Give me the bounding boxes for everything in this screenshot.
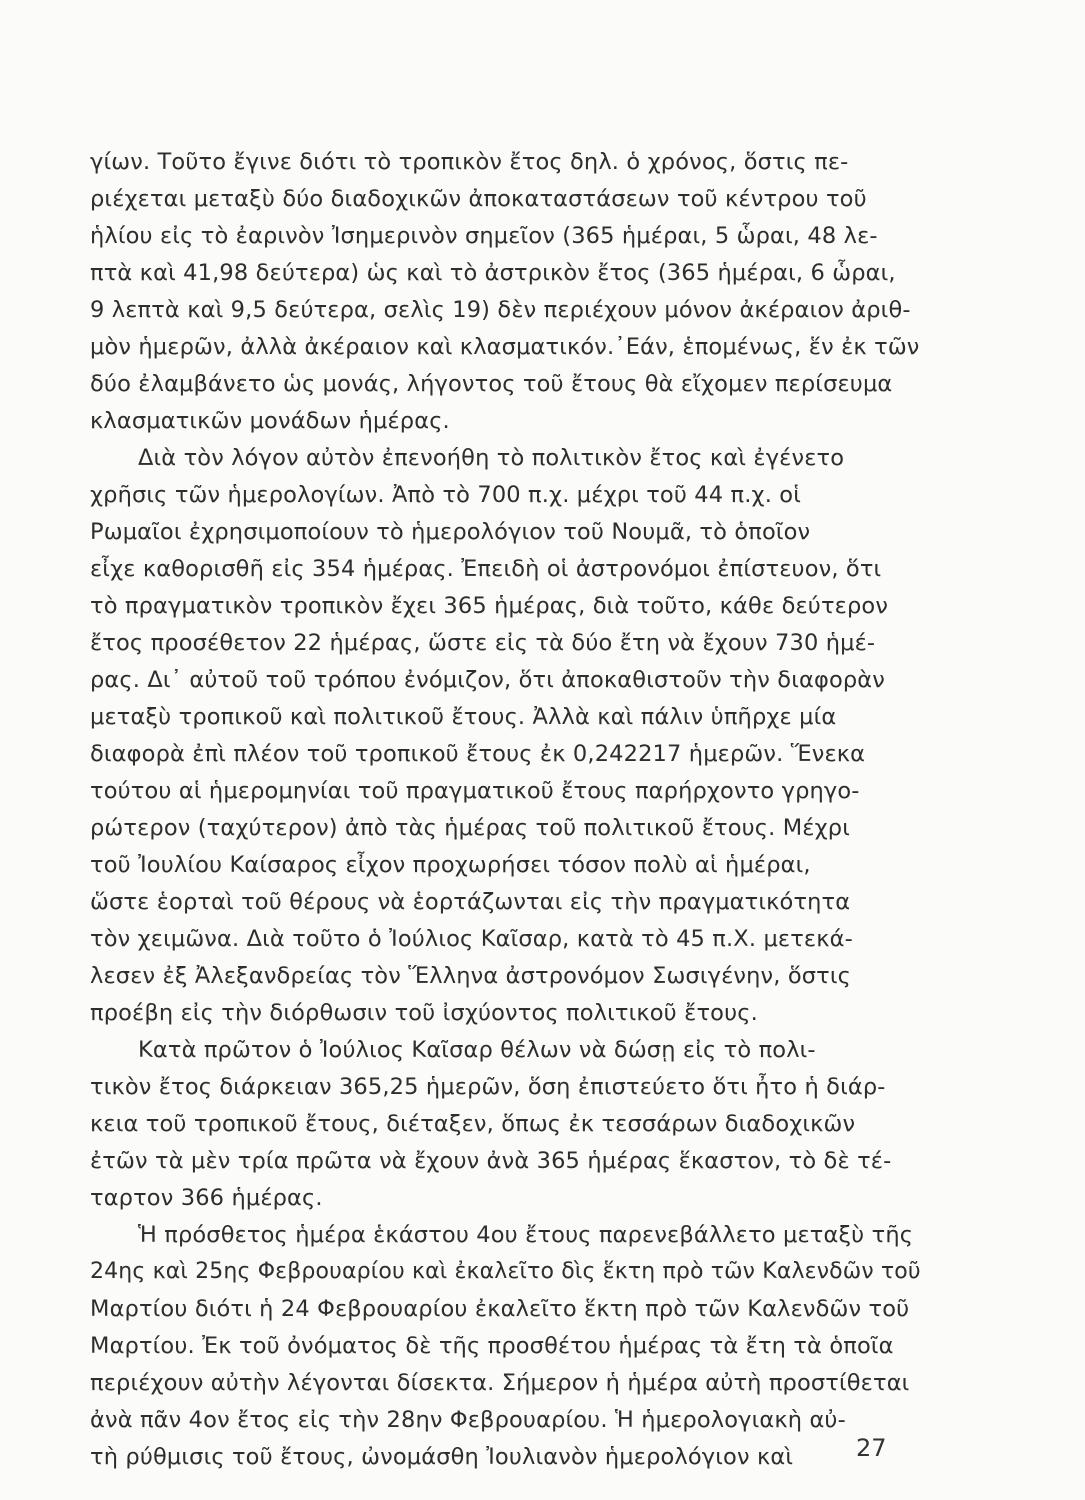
text-line: μὸν ἡμερῶν, ἀλλὰ ἀκέραιον καὶ κλασματικόν.᾿Εάν, ἑπομένως, ἕν ἐκ τῶν bbox=[90, 334, 920, 360]
text-line: κλασματικῶν μονάδων ἡμέρας. bbox=[90, 408, 450, 434]
text-line: τικὸν ἔτος διάρκειαν 365,25 ἡμερῶν, ὅση ἐπιστεύετο ὅτι ἦτο ἡ διάρ- bbox=[90, 1074, 886, 1100]
text-line: ριέχεται μεταξὺ δύο διαδοχικῶν ἀποκαταστάσεων τοῦ κέντρου τοῦ bbox=[90, 186, 867, 212]
paragraph-first-line: Ἡ πρόσθετος ἡμέρα ἑκάστου 4ου ἔτους παρενεβάλλετο μεταξὺ τῆς bbox=[138, 1222, 914, 1248]
text-line: τὸ πραγματικὸν τροπικὸν ἔχει 365 ἡμέρας, διὰ τοῦτο, κάθε δεύτερον bbox=[90, 593, 889, 619]
text-line: εἶχε καθορισθῆ εἰς 354 ἡμέρας. Ἐπειδὴ οἱ ἀστρονόμοι ἐπίστευον, ὅτι bbox=[90, 556, 882, 582]
text-line: τὸν χειμῶνα. Διὰ τοῦτο ὁ Ἰούλιος Καῖσαρ, κατὰ τὸ 45 π.Χ. μετεκά- bbox=[90, 926, 853, 952]
text-line: Μαρτίου διότι ἡ 24 Φεβρουαρίου ἐκαλεῖτο ἕκτη πρὸ τῶν Καλενδῶν τοῦ bbox=[90, 1296, 910, 1322]
text-line: μεταξὺ τροπικοῦ καὶ πολιτικοῦ ἔτους. Ἀλλὰ καὶ πάλιν ὑπῆρχε μία bbox=[90, 704, 837, 730]
text-line: τούτου αἱ ἡμερομηνίαι τοῦ πραγματικοῦ ἔτους παρήρχοντο γρηγο- bbox=[90, 778, 860, 804]
text-line: ταρτον 366 ἡμέρας. bbox=[90, 1185, 323, 1211]
text-line: ὥστε ἑορταὶ τοῦ θέρους νὰ ἑορτάζωνται εἰς τὴν πραγματικότητα bbox=[90, 889, 851, 915]
text-line: 9 λεπτὰ καὶ 9,5 δεύτερα, σελὶς 19) δὲν περιέχουν μόνον ἀκέραιον ἀριθ- bbox=[90, 297, 911, 323]
text-line: ἡλίου εἰς τὸ ἐαρινὸν Ἰσημερινὸν σημεῖον (365 ἡμέραι, 5 ὧραι, 48 λε- bbox=[90, 223, 878, 249]
text-line: πτὰ καὶ 41,98 δεύτερα) ὡς καὶ τὸ ἀστρικὸν ἔτος (365 ἡμέραι, 6 ὧραι, bbox=[90, 260, 896, 286]
text-line: ρας. Δι᾿ αὐτοῦ τοῦ τρόπου ἐνόμιζον, ὅτι ἀποκαθιστοῦν τὴν διαφορὰν bbox=[90, 667, 886, 693]
text-line: περιέχουν αὐτὴν λέγονται δίσεκτα. Σήμερον ἡ ἡμέρα αὐτὴ προστίθεται bbox=[90, 1370, 910, 1396]
text-line: γίων. Τοῦτο ἔγινε διότι τὸ τροπικὸν ἔτος δηλ. ὁ χρόνος, ὅστις πε- bbox=[90, 149, 849, 175]
text-line: λεσεν ἐξ Ἀλεξανδρείας τὸν Ἕλληνα ἀστρονόμον Σωσιγένην, ὅστις bbox=[90, 963, 851, 989]
page-number: 27 bbox=[856, 1434, 887, 1462]
text-line: ἔτος προσέθετον 22 ἡμέρας, ὥστε εἰς τὰ δύο ἔτη νὰ ἔχουν 730 ἡμέ- bbox=[90, 630, 876, 656]
text-line: Ρωμαῖοι ἐχρησιμοποίουν τὸ ἡμερολόγιον τοῦ Νουμᾶ, τὸ ὁποῖον bbox=[90, 519, 811, 545]
text-line: ἐτῶν τὰ μὲν τρία πρῶτα νὰ ἔχουν ἀνὰ 365 ἡμέρας ἕκαστον, τὸ δὲ τέ- bbox=[90, 1148, 892, 1174]
text-line: τοῦ Ἰουλίου Καίσαρος εἶχον προχωρήσει τόσον πολὺ αἱ ἡμέραι, bbox=[90, 852, 811, 878]
text-line: χρῆσις τῶν ἡμερολογίων. Ἀπὸ τὸ 700 π.χ. μέχρι τοῦ 44 π.χ. οἱ bbox=[90, 482, 801, 508]
text-line: κεια τοῦ τροπικοῦ ἔτους, διέταξεν, ὅπως ἐκ τεσσάρων διαδοχικῶν bbox=[90, 1111, 856, 1137]
text-line: δύο ἐλαμβάνετο ὡς μονάς, λήγοντος τοῦ ἔτους θὰ εἴχομεν περίσευμα bbox=[90, 371, 893, 397]
text-line: διαφορὰ ἐπὶ πλέον τοῦ τροπικοῦ ἔτους ἐκ 0,242217 ἡμερῶν. Ἕνεκα bbox=[90, 741, 866, 767]
paragraph-first-line: Διὰ τὸν λόγον αὐτὸν ἐπενοήθη τὸ πολιτικὸν ἔτος καὶ ἐγένετο bbox=[138, 445, 845, 471]
text-line: τὴ ρύθμισις τοῦ ἔτους, ὠνομάσθη Ἰουλιανὸν ἡμερολόγιον καὶ bbox=[90, 1444, 794, 1470]
paragraph-first-line: Κατὰ πρῶτον ὁ Ἰούλιος Καῖσαρ θέλων νὰ δώσῃ εἰς τὸ πολι- bbox=[138, 1037, 816, 1063]
text-line: ρώτερον (ταχύτερον) ἀπὸ τὰς ἡμέρας τοῦ πολιτικοῦ ἔτους. Μέχρι bbox=[90, 815, 850, 841]
text-line: 24ης καὶ 25ης Φεβρουαρίου καὶ ἐκαλεῖτο δὶς ἕκτη πρὸ τῶν Καλενδῶν τοῦ bbox=[90, 1259, 921, 1284]
text-line: προέβη εἰς τὴν διόρθωσιν τοῦ ἰσχύοντος πολιτικοῦ ἔτους. bbox=[90, 1000, 758, 1026]
text-line: ἀνὰ πᾶν 4ον ἔτος εἰς τὴν 28ην Φεβρουαρίου. Ἡ ἡμερολογιακὴ αὐ- bbox=[90, 1407, 846, 1433]
text-line: Μαρτίου. Ἐκ τοῦ ὀνόματος δὲ τῆς προσθέτου ἡμέρας τὰ ἔτη τὰ ὁποῖα bbox=[90, 1333, 894, 1359]
